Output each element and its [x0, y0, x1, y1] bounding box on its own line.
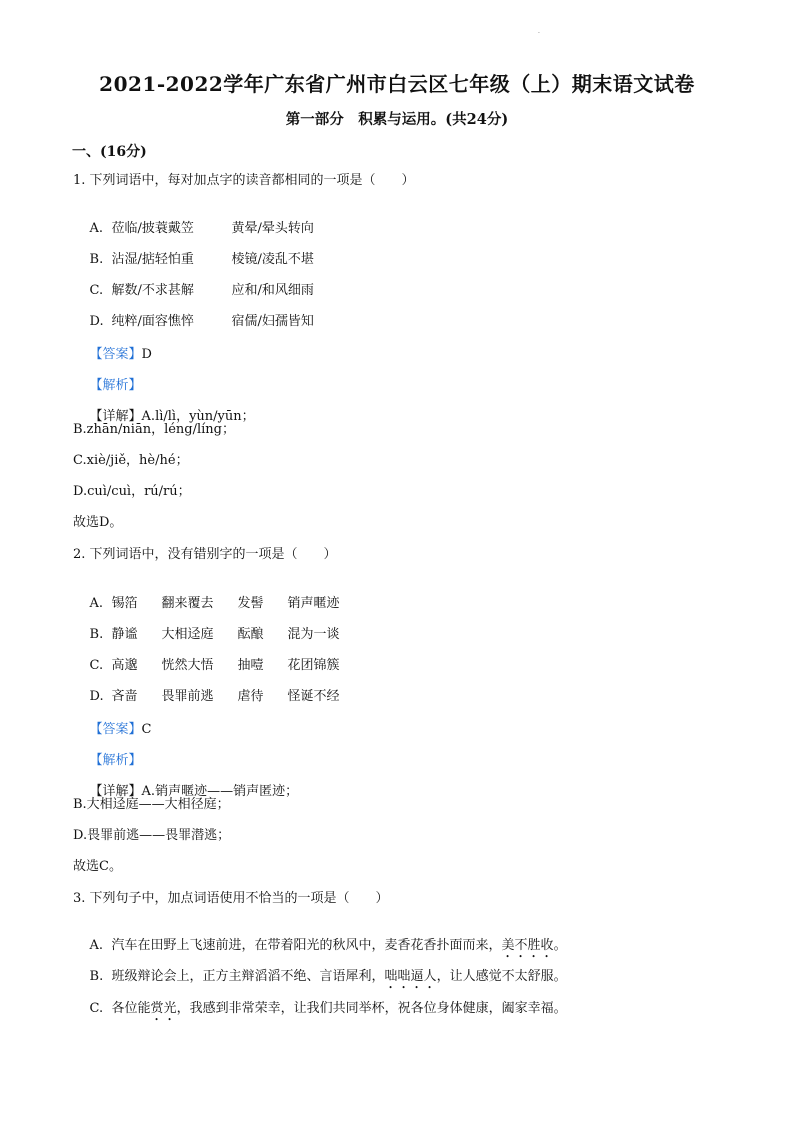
sentence-text: ，让人感觉不太舒服。 — [436, 969, 567, 984]
option-word: 怪诞不经 — [287, 689, 340, 704]
part-subtitle: 第一部分 积累与运用。(共24分) — [285, 111, 509, 128]
option-word: 吝啬 — [111, 689, 138, 704]
analysis-tag: 【解析】 — [89, 378, 142, 393]
option-word: 高邈 — [111, 658, 138, 673]
option-word-pair: 棱镜/凌乱不堪 — [231, 252, 314, 267]
q2-detail-b: B.大相迳庭——大相径庭； — [73, 797, 230, 812]
option-word: 花团锦簇 — [287, 658, 340, 673]
q3-stem: 3. 下列句子中，加点词语使用不恰当的一项是（ ） — [73, 891, 389, 906]
option-word-pair: 黄晕/晕头转向 — [231, 221, 314, 236]
q2-conclusion: 故选C。 — [73, 859, 122, 874]
option-label: B. — [89, 969, 104, 984]
option-label: B. — [89, 627, 104, 642]
section-heading: 一、(16分) — [72, 144, 147, 160]
option-word: 酝酿 — [237, 627, 264, 642]
option-label: A. — [89, 221, 104, 236]
sentence-text: 各位能 — [111, 1001, 151, 1016]
dotted-phrase: 咄咄逼人 — [384, 969, 437, 984]
dotted-phrase: 赏光 — [150, 1001, 177, 1016]
q1-stem: 1. 下列词语中，每对加点字的读音都相同的一项是（ ） — [73, 173, 415, 188]
option-word: 翻来覆去 — [161, 596, 214, 611]
q1-detail-c: C.xiè/jiě，hè/hé； — [73, 453, 189, 468]
q2-stem: 2. 下列词语中，没有错别字的一项是（ ） — [73, 547, 337, 562]
q2-detail-d: D.畏罪前逃——畏罪潜逃； — [73, 828, 231, 843]
option-word: 虐待 — [237, 689, 264, 704]
detail-text: A.lì/lì，yùn/yūn； — [141, 409, 255, 424]
option-word: 静谧 — [111, 627, 138, 642]
detail-tag: 【详解】 — [89, 784, 142, 799]
q1-conclusion: 故选D。 — [73, 515, 123, 530]
q1-detail-b: B.zhān/niān，léng/líng； — [73, 422, 235, 437]
answer-tag: 【答案】 — [89, 347, 142, 362]
exam-title: 2021-2022学年广东省广州市白云区七年级（上）期末语文试卷 — [99, 72, 695, 96]
option-label: C. — [89, 1001, 104, 1016]
option-word: 畏罪前逃 — [161, 689, 214, 704]
sentence-text: 班级辩论会上，正方主辩滔滔不绝、言语犀利， — [111, 969, 385, 984]
q1-detail-d: D.cuì/cuì，rú/rú； — [73, 484, 191, 499]
q3-option-c — [73, 982, 567, 1042]
option-word: 混为一谈 — [287, 627, 340, 642]
option-label: A. — [89, 938, 104, 953]
option-word: 发髻 — [237, 596, 264, 611]
option-word: 大相迳庭 — [161, 627, 214, 642]
option-word-pair: 应和/和风细雨 — [231, 283, 314, 298]
option-word-pair: 沾湿/掂轻怕重 — [111, 252, 194, 267]
option-label: D. — [89, 689, 104, 704]
option-word: 抽噎 — [237, 658, 264, 673]
option-word-pair: 莅临/披蓑戴笠 — [111, 221, 194, 236]
sentence-text: ，我感到非常荣幸，让我们共同举杯，祝各位身体健康，阖家幸福。 — [176, 1001, 567, 1016]
option-label: B. — [89, 252, 104, 267]
corner-mark: · — [538, 30, 540, 37]
option-word-pair: 宿儒/妇孺皆知 — [231, 314, 314, 329]
option-label: D. — [89, 314, 104, 329]
option-label: C. — [89, 283, 104, 298]
option-word-pair: 解数/不求甚解 — [111, 283, 194, 298]
sentence-text: 。 — [553, 938, 567, 953]
detail-text: A.销声暱迹——销声匿迹； — [141, 784, 299, 799]
option-word: 销声暱迹 — [287, 596, 340, 611]
dotted-phrase: 美不胜收 — [501, 938, 554, 953]
option-word: 恍然大悟 — [161, 658, 214, 673]
option-label: C. — [89, 658, 104, 673]
answer-value: D — [141, 347, 152, 362]
option-word-pair: 纯粹/面容憔悴 — [111, 314, 194, 329]
answer-value: C — [141, 722, 152, 737]
option-label: A. — [89, 596, 104, 611]
option-word: 锡箔 — [111, 596, 138, 611]
answer-tag: 【答案】 — [89, 722, 142, 737]
analysis-tag: 【解析】 — [89, 753, 142, 768]
detail-tag: 【详解】 — [89, 409, 142, 424]
sentence-text: 汽车在田野上飞速前进，在带着阳光的秋风中，麦香花香扑面而来， — [111, 938, 502, 953]
